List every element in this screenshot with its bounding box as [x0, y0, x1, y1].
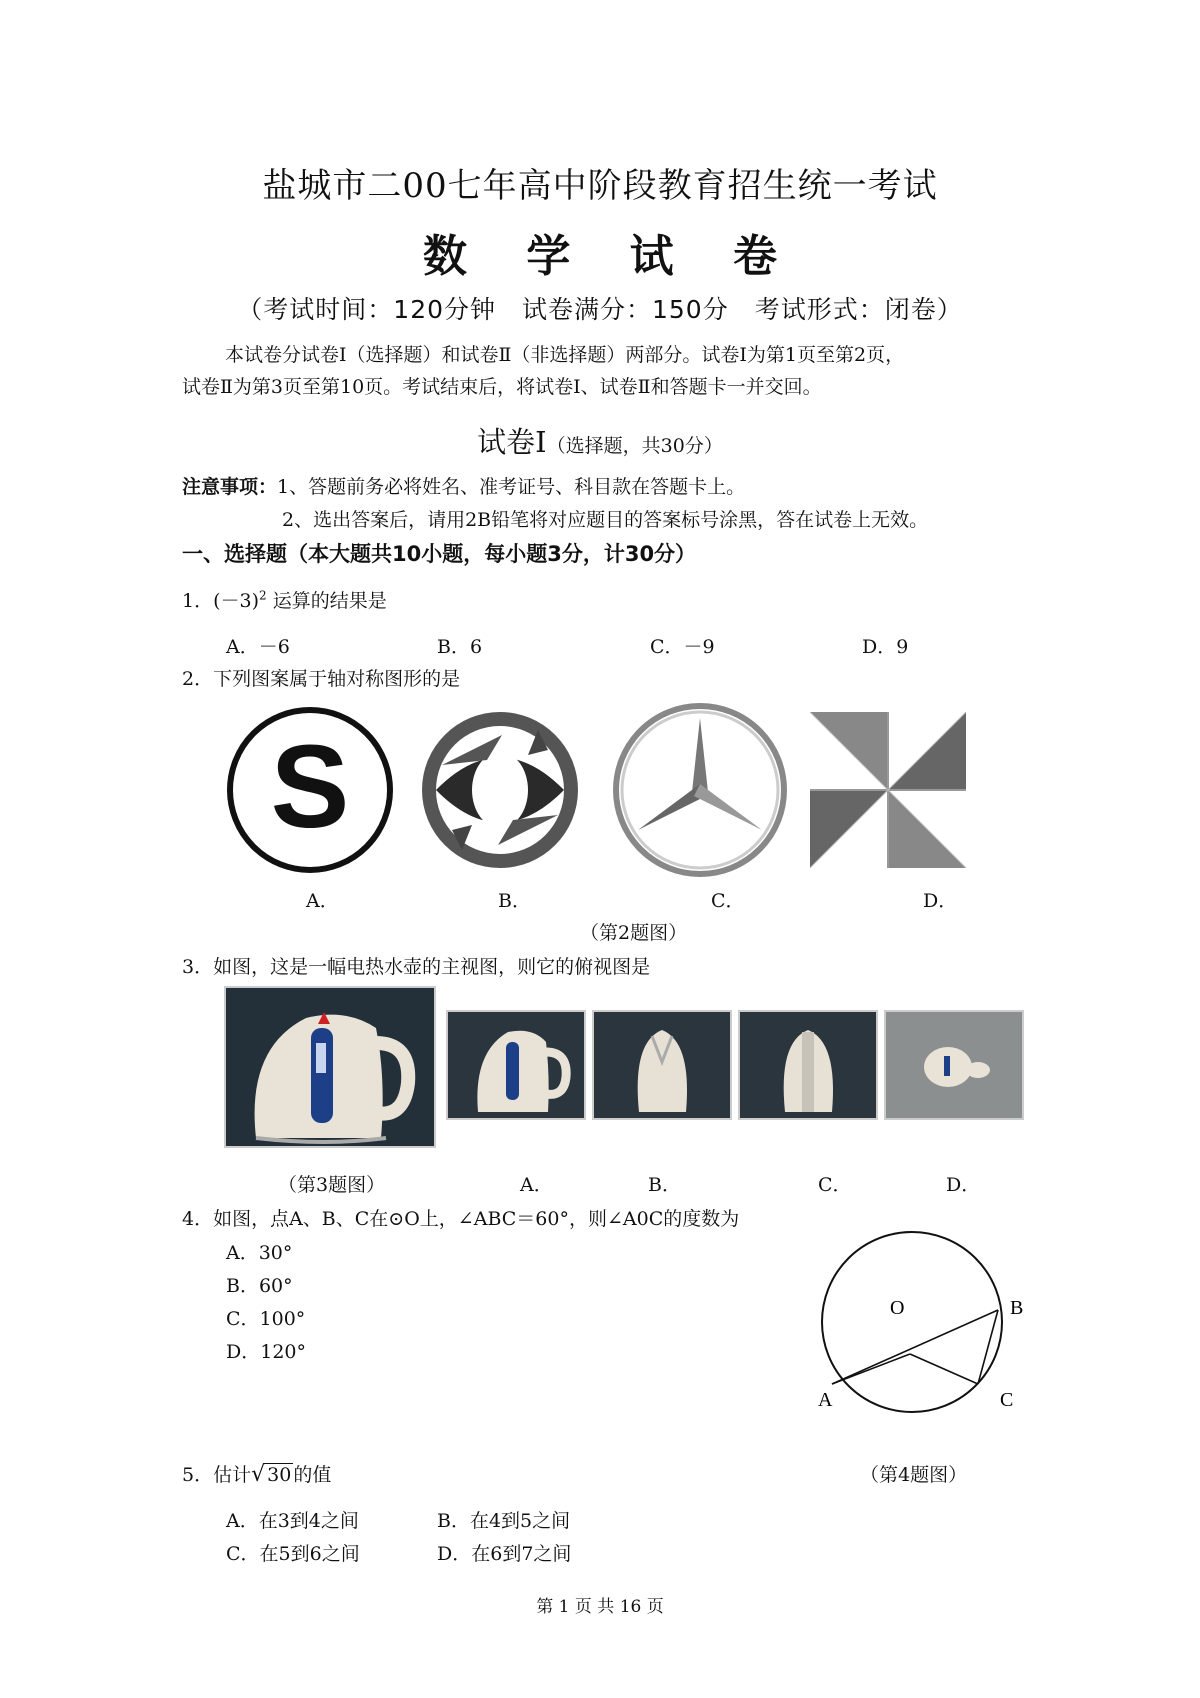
q5-num: 5．估计: [182, 1464, 252, 1486]
q1-text: 运算的结果是: [266, 590, 387, 612]
question-1: [182, 586, 387, 613]
exam-heading: 盐城市二00七年高中阶段教育招生统一考试: [262, 166, 938, 206]
q3-main-view-photo: [224, 986, 436, 1148]
q1-option-d: D．9: [862, 636, 909, 658]
q4-option-c: C．100°: [226, 1308, 306, 1330]
q3-option-b-photo: [592, 1010, 732, 1120]
q2-caption: （第2题图）: [580, 922, 688, 944]
notes-item-2: 2、选出答案后，请用2B铅笔将对应题目的答案标号涂黑，答在试卷上无效。: [282, 509, 929, 531]
q1-exponent: 2: [259, 588, 267, 603]
q2-label-a: A．: [306, 890, 339, 912]
q4-point-a: A: [818, 1389, 833, 1411]
q3-label-d: D．: [946, 1174, 981, 1196]
question-4: 4．如图，点A、B、C在⊙O上，∠ABC＝60°，则∠A0C的度数为: [182, 1208, 740, 1230]
q4-caption: （第4题图）: [860, 1464, 968, 1486]
q3-option-a-photo: [446, 1010, 586, 1120]
notes-item-1: 1、答题前务必将姓名、准考证号、科目款在答题卡上。: [277, 476, 746, 498]
q5-option-b: B．在4到5之间: [437, 1510, 571, 1532]
sqrt-icon: √: [251, 1462, 266, 1487]
notes-label: 注意事项：: [182, 476, 278, 498]
question-5: [182, 1460, 331, 1487]
intro-line-1: 本试卷分试卷Ⅰ（选择题）和试卷Ⅱ（非选择题）两部分。试卷Ⅰ为第1页至第2页，: [225, 344, 905, 366]
q4-point-b: B: [1010, 1297, 1024, 1319]
q1-option-b: B．6: [437, 636, 483, 658]
q4-circle-diagram: [800, 1226, 1040, 1416]
q3-option-d-photo: [884, 1010, 1024, 1120]
q1-option-c: C．－9: [650, 636, 715, 658]
logo-b-eye: [412, 705, 588, 875]
section-main: 试卷Ⅰ: [477, 425, 547, 459]
q5-radicand: 30: [267, 1464, 292, 1486]
q1-expr: (－3): [213, 590, 260, 612]
q3-label-b: B．: [648, 1174, 681, 1196]
q5-option-c: C．在5到6之间: [226, 1543, 360, 1565]
section-heading: [0, 420, 1200, 461]
q5-option-d: D．在6到7之间: [437, 1543, 572, 1565]
exam-info: （考试时间：120分钟 试卷满分：150分 考试形式：闭卷）: [237, 295, 963, 324]
section-sub: （选择题，共30分）: [546, 435, 723, 457]
q4-option-a: A．30°: [226, 1242, 293, 1264]
q2-label-b: B．: [498, 890, 531, 912]
q5-option-a: A．在3到4之间: [226, 1510, 359, 1532]
question-3: 3．如图，这是一幅电热水壶的主视图，则它的俯视图是: [182, 956, 651, 978]
q3-label-a: A．: [520, 1174, 553, 1196]
q1-num: 1．: [182, 590, 214, 612]
intro-line-2: 试卷Ⅱ为第3页至第10页。考试结束后，将试卷Ⅰ、试卷Ⅱ和答题卡一并交回。: [182, 376, 822, 398]
q4-option-d: D．120°: [226, 1341, 306, 1363]
q3-option-c-photo: [738, 1010, 878, 1120]
q3-label-c: C．: [818, 1174, 852, 1196]
logo-a-s-circle: [220, 705, 400, 875]
q1-option-a: A．－6: [226, 636, 290, 658]
part1-heading: 一、选择题（本大题共10小题，每小题3分，计30分）: [182, 542, 697, 566]
q4-point-c: C: [1000, 1389, 1014, 1411]
logo-s-letter: S: [270, 721, 350, 853]
q4-point-o: O: [890, 1297, 905, 1319]
logo-c-star: [610, 700, 790, 880]
q5-text: 的值: [293, 1464, 332, 1486]
q4-option-b: B．60°: [226, 1275, 293, 1297]
question-2: 2．下列图案属于轴对称图形的是: [182, 668, 461, 690]
q2-label-d: D．: [923, 890, 958, 912]
page-footer: 第 1 页 共 16 页: [536, 1597, 664, 1617]
q2-label-c: C．: [711, 890, 745, 912]
q3-caption: （第3题图）: [278, 1174, 386, 1196]
logo-d-pinwheel: [810, 712, 966, 868]
notes-line-1: [182, 472, 745, 499]
exam-title: 数 学 试 卷: [423, 231, 799, 282]
